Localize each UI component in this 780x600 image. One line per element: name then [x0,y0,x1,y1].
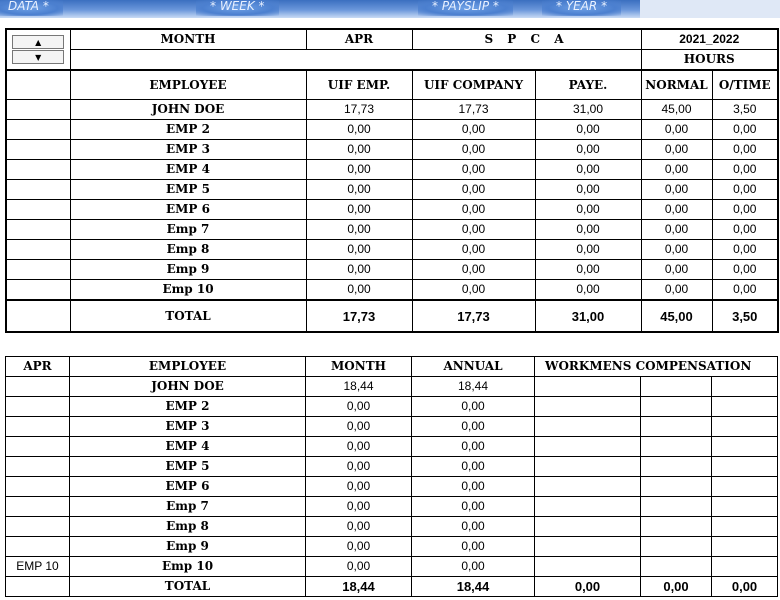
table-row [6,497,778,517]
wc-total-annual: 18,44 [412,577,535,597]
wc-comp-cell [712,437,778,457]
uif-company-value[interactable]: 0,00 [412,140,535,160]
wc-comp-cell [641,517,712,537]
otime-hours-value[interactable]: 0,00 [712,280,778,301]
wc-comp-cell [535,437,641,457]
uif-emp-value[interactable]: 0,00 [306,180,412,200]
otime-hours-value[interactable]: 0,00 [712,240,778,260]
table-row [6,180,778,200]
table-row [6,160,778,180]
col-otime: O/TIME [712,70,778,100]
otime-hours-value[interactable]: 0,00 [712,260,778,280]
wc-comp-cell [535,457,641,477]
header-spacer [70,50,641,71]
col-normal: NORMAL [641,70,712,100]
month-label: MONTH [70,29,306,50]
tab-payslip[interactable]: * PAYSLIP * [418,0,513,16]
wc-total-comp-1: 0,00 [535,577,641,597]
wc-comp-cell [641,537,712,557]
row-gutter [6,200,70,220]
employee-name[interactable]: Emp 9 [70,260,306,280]
month-value[interactable]: APR [306,29,412,50]
employee-name[interactable]: EMP 2 [70,120,306,140]
wc-comp-cell [535,417,641,437]
wc-comp-cell [535,517,641,537]
tab-week[interactable]: * WEEK * [196,0,279,16]
uif-emp-value[interactable]: 0,00 [306,240,412,260]
otime-hours-value[interactable]: 0,00 [712,200,778,220]
row-gutter [6,240,70,260]
wc-employee-name[interactable]: Emp 7 [70,497,306,517]
table-row [6,477,778,497]
wc-annual-value[interactable]: 0,00 [412,517,535,537]
paye-value[interactable]: 0,00 [535,120,641,140]
tab-data[interactable] [0,0,63,16]
table-row [6,437,778,457]
wc-employee-name[interactable]: Emp 9 [70,537,306,557]
tab-data-label: DATA [8,0,40,13]
wc-comp-cell [712,397,778,417]
uif-company-value[interactable]: 0,00 [412,160,535,180]
table-row [6,240,778,260]
otime-hours-value[interactable]: 0,00 [712,140,778,160]
employee-name[interactable]: EMP 5 [70,180,306,200]
wc-comp-cell [641,557,712,577]
wc-annual-value[interactable]: 0,00 [412,437,535,457]
wc-comp-cell [712,477,778,497]
wc-annual-value[interactable]: 0,00 [412,477,535,497]
col-employee: EMPLOYEE [70,70,306,100]
wc-total-label: TOTAL [70,577,306,597]
wc-comp-cell [641,377,712,397]
row-gutter [6,70,70,100]
wc-side-label[interactable] [6,477,70,497]
table-row [6,537,778,557]
wc-total-comp-2: 0,00 [641,577,712,597]
wc-comp-cell [641,457,712,477]
normal-hours-value[interactable]: 0,00 [641,280,712,301]
uif-emp-value[interactable]: 0,00 [306,160,412,180]
uif-emp-value[interactable]: 0,00 [306,280,412,301]
wc-annual-value[interactable]: 0,00 [412,457,535,477]
wc-comp-cell [535,537,641,557]
table-row [6,557,778,577]
table-row [6,120,778,140]
normal-hours-value[interactable]: 0,00 [641,200,712,220]
employee-name[interactable]: EMP 4 [70,160,306,180]
total-otime: 3,50 [712,300,778,332]
wc-comp-cell [641,397,712,417]
row-gutter [6,160,70,180]
wc-month-value[interactable]: 0,00 [306,477,412,497]
table-row [6,397,778,417]
spin-up-icon[interactable]: ▲ [12,35,64,49]
tab-year[interactable]: * YEAR * [542,0,621,16]
otime-hours-value[interactable]: 3,50 [712,100,778,120]
wc-comp-cell [641,477,712,497]
wc-month-value[interactable]: 0,00 [306,437,412,457]
paye-value[interactable]: 0,00 [535,160,641,180]
otime-hours-value[interactable]: 0,00 [712,160,778,180]
wc-month-value[interactable]: 0,00 [306,557,412,577]
wc-side-label[interactable] [6,517,70,537]
wc-month-value[interactable]: 18,44 [306,377,412,397]
wc-comp-cell [712,537,778,557]
total-uif-emp: 17,73 [306,300,412,332]
employee-name[interactable]: Emp 7 [70,220,306,240]
spin-down-icon[interactable]: ▼ [12,50,64,64]
financial-year: 2021_2022 [641,29,778,50]
wc-employee-name[interactable]: EMP 6 [70,477,306,497]
wc-employee-name[interactable]: EMP 4 [70,437,306,457]
wc-employee-name[interactable]: EMP 3 [70,417,306,437]
paye-value[interactable]: 0,00 [535,280,641,301]
wc-comp-cell [535,557,641,577]
wc-side-label[interactable] [6,537,70,557]
employee-name[interactable]: EMP 3 [70,140,306,160]
uif-emp-value[interactable]: 0,00 [306,200,412,220]
company-name: S P C A [412,29,641,50]
month-spinner[interactable] [6,29,70,70]
employee-name[interactable]: Emp 8 [70,240,306,260]
employee-name[interactable]: JOHN DOE [70,100,306,120]
uif-company-value[interactable]: 17,73 [412,100,535,120]
uif-emp-value[interactable]: 0,00 [306,220,412,240]
wc-side-label[interactable] [6,457,70,477]
wc-comp-cell [641,437,712,457]
normal-hours-value[interactable]: 0,00 [641,120,712,140]
normal-hours-value[interactable]: 0,00 [641,220,712,240]
wc-employee-name[interactable]: Emp 10 [70,557,306,577]
wc-comp-cell [641,417,712,437]
paye-value[interactable]: 31,00 [535,100,641,120]
row-gutter [6,260,70,280]
wc-side-label[interactable] [6,437,70,457]
row-gutter [6,300,70,332]
normal-hours-value[interactable]: 45,00 [641,100,712,120]
wc-annual-value[interactable]: 0,00 [412,557,535,577]
otime-hours-value[interactable]: 0,00 [712,120,778,140]
wc-total-month: 18,44 [306,577,412,597]
wc-annual-value[interactable]: 0,00 [412,397,535,417]
employee-name[interactable]: EMP 6 [70,200,306,220]
wc-month-value[interactable]: 0,00 [306,417,412,437]
table-row [6,220,778,240]
wc-comp-cell [712,557,778,577]
normal-hours-value[interactable]: 0,00 [641,240,712,260]
wc-employee-name[interactable]: JOHN DOE [70,377,306,397]
normal-hours-value[interactable]: 0,00 [641,140,712,160]
paye-value[interactable]: 0,00 [535,200,641,220]
row-gutter [6,140,70,160]
row-gutter [6,180,70,200]
wc-total-comp-3: 0,00 [712,577,778,597]
paye-value[interactable]: 0,00 [535,140,641,160]
normal-hours-value[interactable]: 0,00 [641,180,712,200]
total-paye: 31,00 [535,300,641,332]
sheet-nav-bar [0,0,640,18]
tab-data-suffix: * [42,0,49,13]
col-uif-emp: UIF EMP. [306,70,412,100]
hours-label: HOURS [641,50,778,71]
row-gutter [6,220,70,240]
wc-annual-value[interactable]: 18,44 [412,377,535,397]
table-row [6,457,778,477]
total-uif-company: 17,73 [412,300,535,332]
uif-emp-value[interactable]: 0,00 [306,120,412,140]
workmens-compensation-table [5,356,778,597]
wc-comp-cell [712,417,778,437]
wc-annual-value[interactable]: 0,00 [412,537,535,557]
uif-emp-value[interactable]: 17,73 [306,100,412,120]
wc-comp-cell [712,457,778,477]
uif-company-value[interactable]: 0,00 [412,200,535,220]
row-gutter [6,120,70,140]
wc-annual-value[interactable]: 0,00 [412,497,535,517]
uif-paye-summary-table [5,28,779,333]
uif-company-value[interactable]: 0,00 [412,280,535,301]
wc-side-label[interactable] [6,497,70,517]
otime-hours-value[interactable]: 0,00 [712,220,778,240]
paye-value[interactable]: 0,00 [535,240,641,260]
wc-comp-cell [535,397,641,417]
wc-employee-name[interactable]: EMP 5 [70,457,306,477]
otime-hours-value[interactable]: 0,00 [712,180,778,200]
row-gutter [6,280,70,301]
row-gutter [6,100,70,120]
employee-name[interactable]: Emp 10 [70,280,306,301]
wc-col-compensation: WORKMENS COMPENSATION [535,357,778,377]
wc-employee-name[interactable]: EMP 2 [70,397,306,417]
uif-company-value[interactable]: 0,00 [412,260,535,280]
table-row [6,100,778,120]
total-normal: 45,00 [641,300,712,332]
uif-company-value[interactable]: 0,00 [412,180,535,200]
wc-month-value[interactable]: 0,00 [306,537,412,557]
wc-comp-cell [712,517,778,537]
table-row [6,200,778,220]
table-row [6,140,778,160]
wc-month-value[interactable]: 0,00 [306,457,412,477]
wc-comp-cell [712,377,778,397]
paye-value[interactable]: 0,00 [535,220,641,240]
uif-company-value[interactable]: 0,00 [412,240,535,260]
wc-annual-value[interactable]: 0,00 [412,417,535,437]
nav-bar-fill [640,0,780,18]
table-row [6,280,778,301]
wc-col-annual: ANNUAL [412,357,535,377]
table-row [6,517,778,537]
wc-month-value[interactable]: 0,00 [306,397,412,417]
table-row [6,260,778,280]
uif-emp-value[interactable]: 0,00 [306,260,412,280]
wc-side-label[interactable]: EMP 10 [6,557,70,577]
paye-value[interactable]: 0,00 [535,180,641,200]
wc-month-value: APR [6,357,70,377]
wc-side-label[interactable] [6,397,70,417]
wc-comp-cell [712,497,778,517]
wc-side-label[interactable] [6,377,70,397]
wc-comp-cell [535,377,641,397]
uif-company-value[interactable]: 0,00 [412,120,535,140]
wc-col-employee: EMPLOYEE [70,357,306,377]
normal-hours-value[interactable]: 0,00 [641,160,712,180]
wc-month-value[interactable]: 0,00 [306,497,412,517]
wc-comp-cell [535,477,641,497]
table-row [6,377,778,397]
col-uif-company: UIF COMPANY [412,70,535,100]
uif-company-value[interactable]: 0,00 [412,220,535,240]
wc-side-label[interactable] [6,417,70,437]
wc-col-month: MONTH [306,357,412,377]
paye-value[interactable]: 0,00 [535,260,641,280]
wc-comp-cell [641,497,712,517]
col-paye: PAYE. [535,70,641,100]
total-label: TOTAL [70,300,306,332]
wc-comp-cell [535,497,641,517]
table-row [6,417,778,437]
normal-hours-value[interactable]: 0,00 [641,260,712,280]
wc-employee-name[interactable]: Emp 8 [70,517,306,537]
uif-emp-value[interactable]: 0,00 [306,140,412,160]
wc-month-value[interactable]: 0,00 [306,517,412,537]
wc-row-gutter [6,577,70,597]
